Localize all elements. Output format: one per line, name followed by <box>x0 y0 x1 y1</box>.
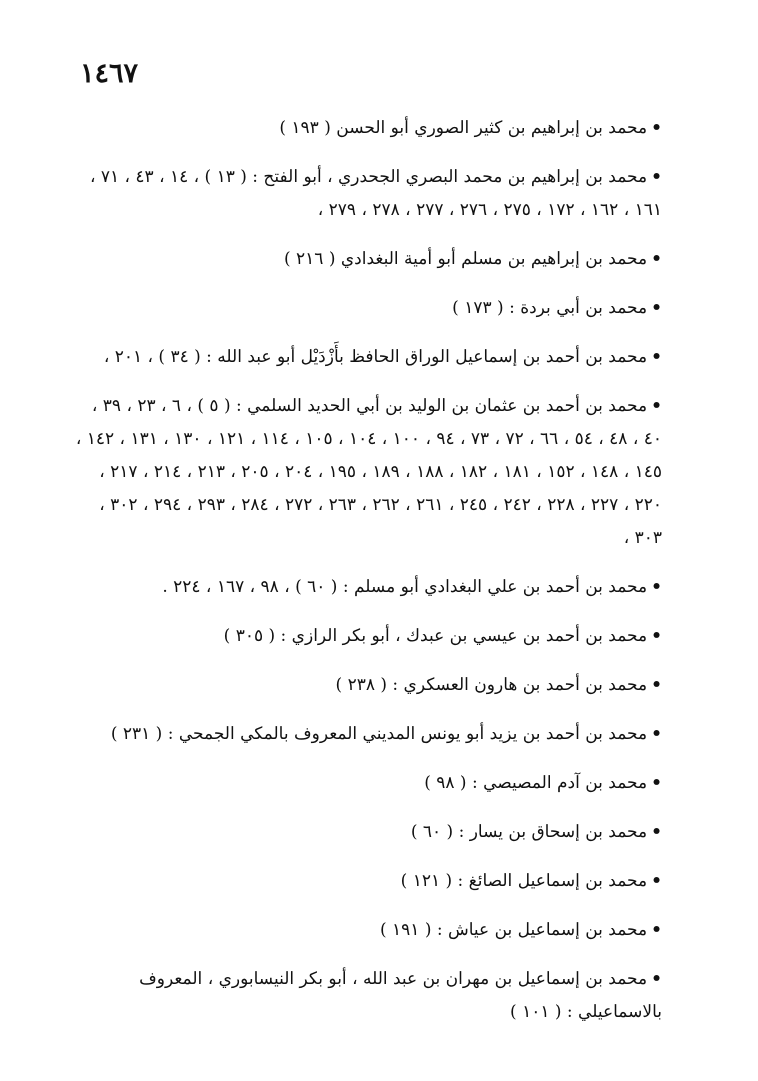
index-entry <box>72 161 662 227</box>
entry-text: محمد بن أحمد بن هارون العسكري : ( ٢٣٨ ) <box>335 675 648 695</box>
entry-text: محمد بن إسماعيل بن عياش : ( ١٩١ ) <box>379 920 648 940</box>
entry-text: محمد بن أحمد بن عثمان بن الوليد بن أبي الحديد السلمي : ( ٥ ) ، ٦ ، ٢٣ ، ٣٩ ، ٤٠ ، ٤٨ ، ٥٤ ، ٦٦ ، ٧٢ ، ٧٣ ، ٩٤ ، ١٠٠ ، ١٠٤ ، ١٠٥ ، ١١٤ ، ١٢١ ، ١٣٠ ، ١٣١ ، ١٤٢ ، ١٤٥ ، ١٤٨ ، ١٥٢ ، ١٨١ ، ١٨٢ ، ١٨٨ ، ١٨٩ ، ١٩٥ ، ٢٠٤ ، ٢٠٥ ، ٢١٣ ، ٢١٤ ، ٢١٧ ، ٢٢٠ ، ٢٢٧ ، ٢٢٨ ، ٢٤٢ ، ٢٤٥ ، ٢٦١ ، ٢٦٢ ، ٢٦٣ ، ٢٧٢ ، ٢٨٤ ، ٢٩٣ ، ٢٩٤ ، ٣٠٢ ، ٣٠٣ ، <box>75 396 662 548</box>
index-entry <box>72 620 662 653</box>
bullet: • <box>651 577 662 597</box>
index-entry <box>72 112 662 145</box>
index-entry <box>72 341 662 374</box>
index-entry <box>72 963 662 1029</box>
bullet: • <box>651 167 662 187</box>
index-entry <box>72 243 662 276</box>
page-number: ١٤٦٧ <box>80 58 139 89</box>
bullet: • <box>651 969 662 989</box>
entry-text: محمد بن أحمد بن إسماعيل الوراق الحافظ بأَزْدَيْل أبو عبد الله : ( ٣٤ ) ، ٢٠١ ، <box>103 347 648 367</box>
bullet: • <box>651 396 662 416</box>
bullet: • <box>651 724 662 744</box>
bullet: • <box>651 675 662 695</box>
entry-text: محمد بن إسماعيل بن مهران بن عبد الله ، أبو بكر النيسابوري ، المعروف بالاسماعيلي : ( ١٠١ ) <box>139 969 662 1022</box>
index-entry <box>72 390 662 555</box>
index-entry <box>72 914 662 947</box>
entry-text: محمد بن أحمد بن عيسي بن عبدك ، أبو بكر الرازي : ( ٣٠٥ ) <box>223 626 648 646</box>
index-entry <box>72 292 662 325</box>
entry-text: محمد بن إبراهيم بن محمد البصري الجحدري ، أبو الفتح : ( ١٣ ) ، ١٤ ، ٤٣ ، ٧١ ، ١٦١ ، ١٦٢ ، ١٧٢ ، ٢٧٥ ، ٢٧٦ ، ٢٧٧ ، ٢٧٨ ، ٢٧٩ ، <box>89 167 662 220</box>
bullet: • <box>651 920 662 940</box>
entry-text: محمد بن أبي بردة : ( ١٧٣ ) <box>452 298 648 318</box>
index-entry <box>72 816 662 849</box>
entry-text: محمد بن آدم المصيصي : ( ٩٨ ) <box>424 773 648 793</box>
entry-text: محمد بن أحمد بن يزيد أبو يونس المديني المعروف بالمكي الجمحي : ( ٢٣١ ) <box>110 724 648 744</box>
entry-text: محمد بن إبراهيم بن كثير الصوري أبو الحسن ( ١٩٣ ) <box>279 118 648 138</box>
bullet: • <box>651 118 662 138</box>
entry-text: محمد بن إسحاق بن يسار : ( ٦٠ ) <box>410 822 648 842</box>
index-entries <box>72 112 662 1045</box>
index-entry <box>72 767 662 800</box>
bullet: • <box>651 347 662 367</box>
index-entry <box>72 865 662 898</box>
index-entry <box>72 669 662 702</box>
bullet: • <box>651 298 662 318</box>
entry-text: محمد بن أحمد بن علي البغدادي أبو مسلم : ( ٦٠ ) ، ٩٨ ، ١٦٧ ، ٢٢٤ . <box>162 577 648 597</box>
bullet: • <box>651 626 662 646</box>
bullet: • <box>651 773 662 793</box>
entry-text: محمد بن إسماعيل الصائغ : ( ١٢١ ) <box>400 871 648 891</box>
entry-text: محمد بن إبراهيم بن مسلم أبو أمية البغدادي ( ٢١٦ ) <box>283 249 648 269</box>
index-entry <box>72 571 662 604</box>
bullet: • <box>651 871 662 891</box>
bullet: • <box>651 822 662 842</box>
bullet: • <box>651 249 662 269</box>
index-entry <box>72 718 662 751</box>
